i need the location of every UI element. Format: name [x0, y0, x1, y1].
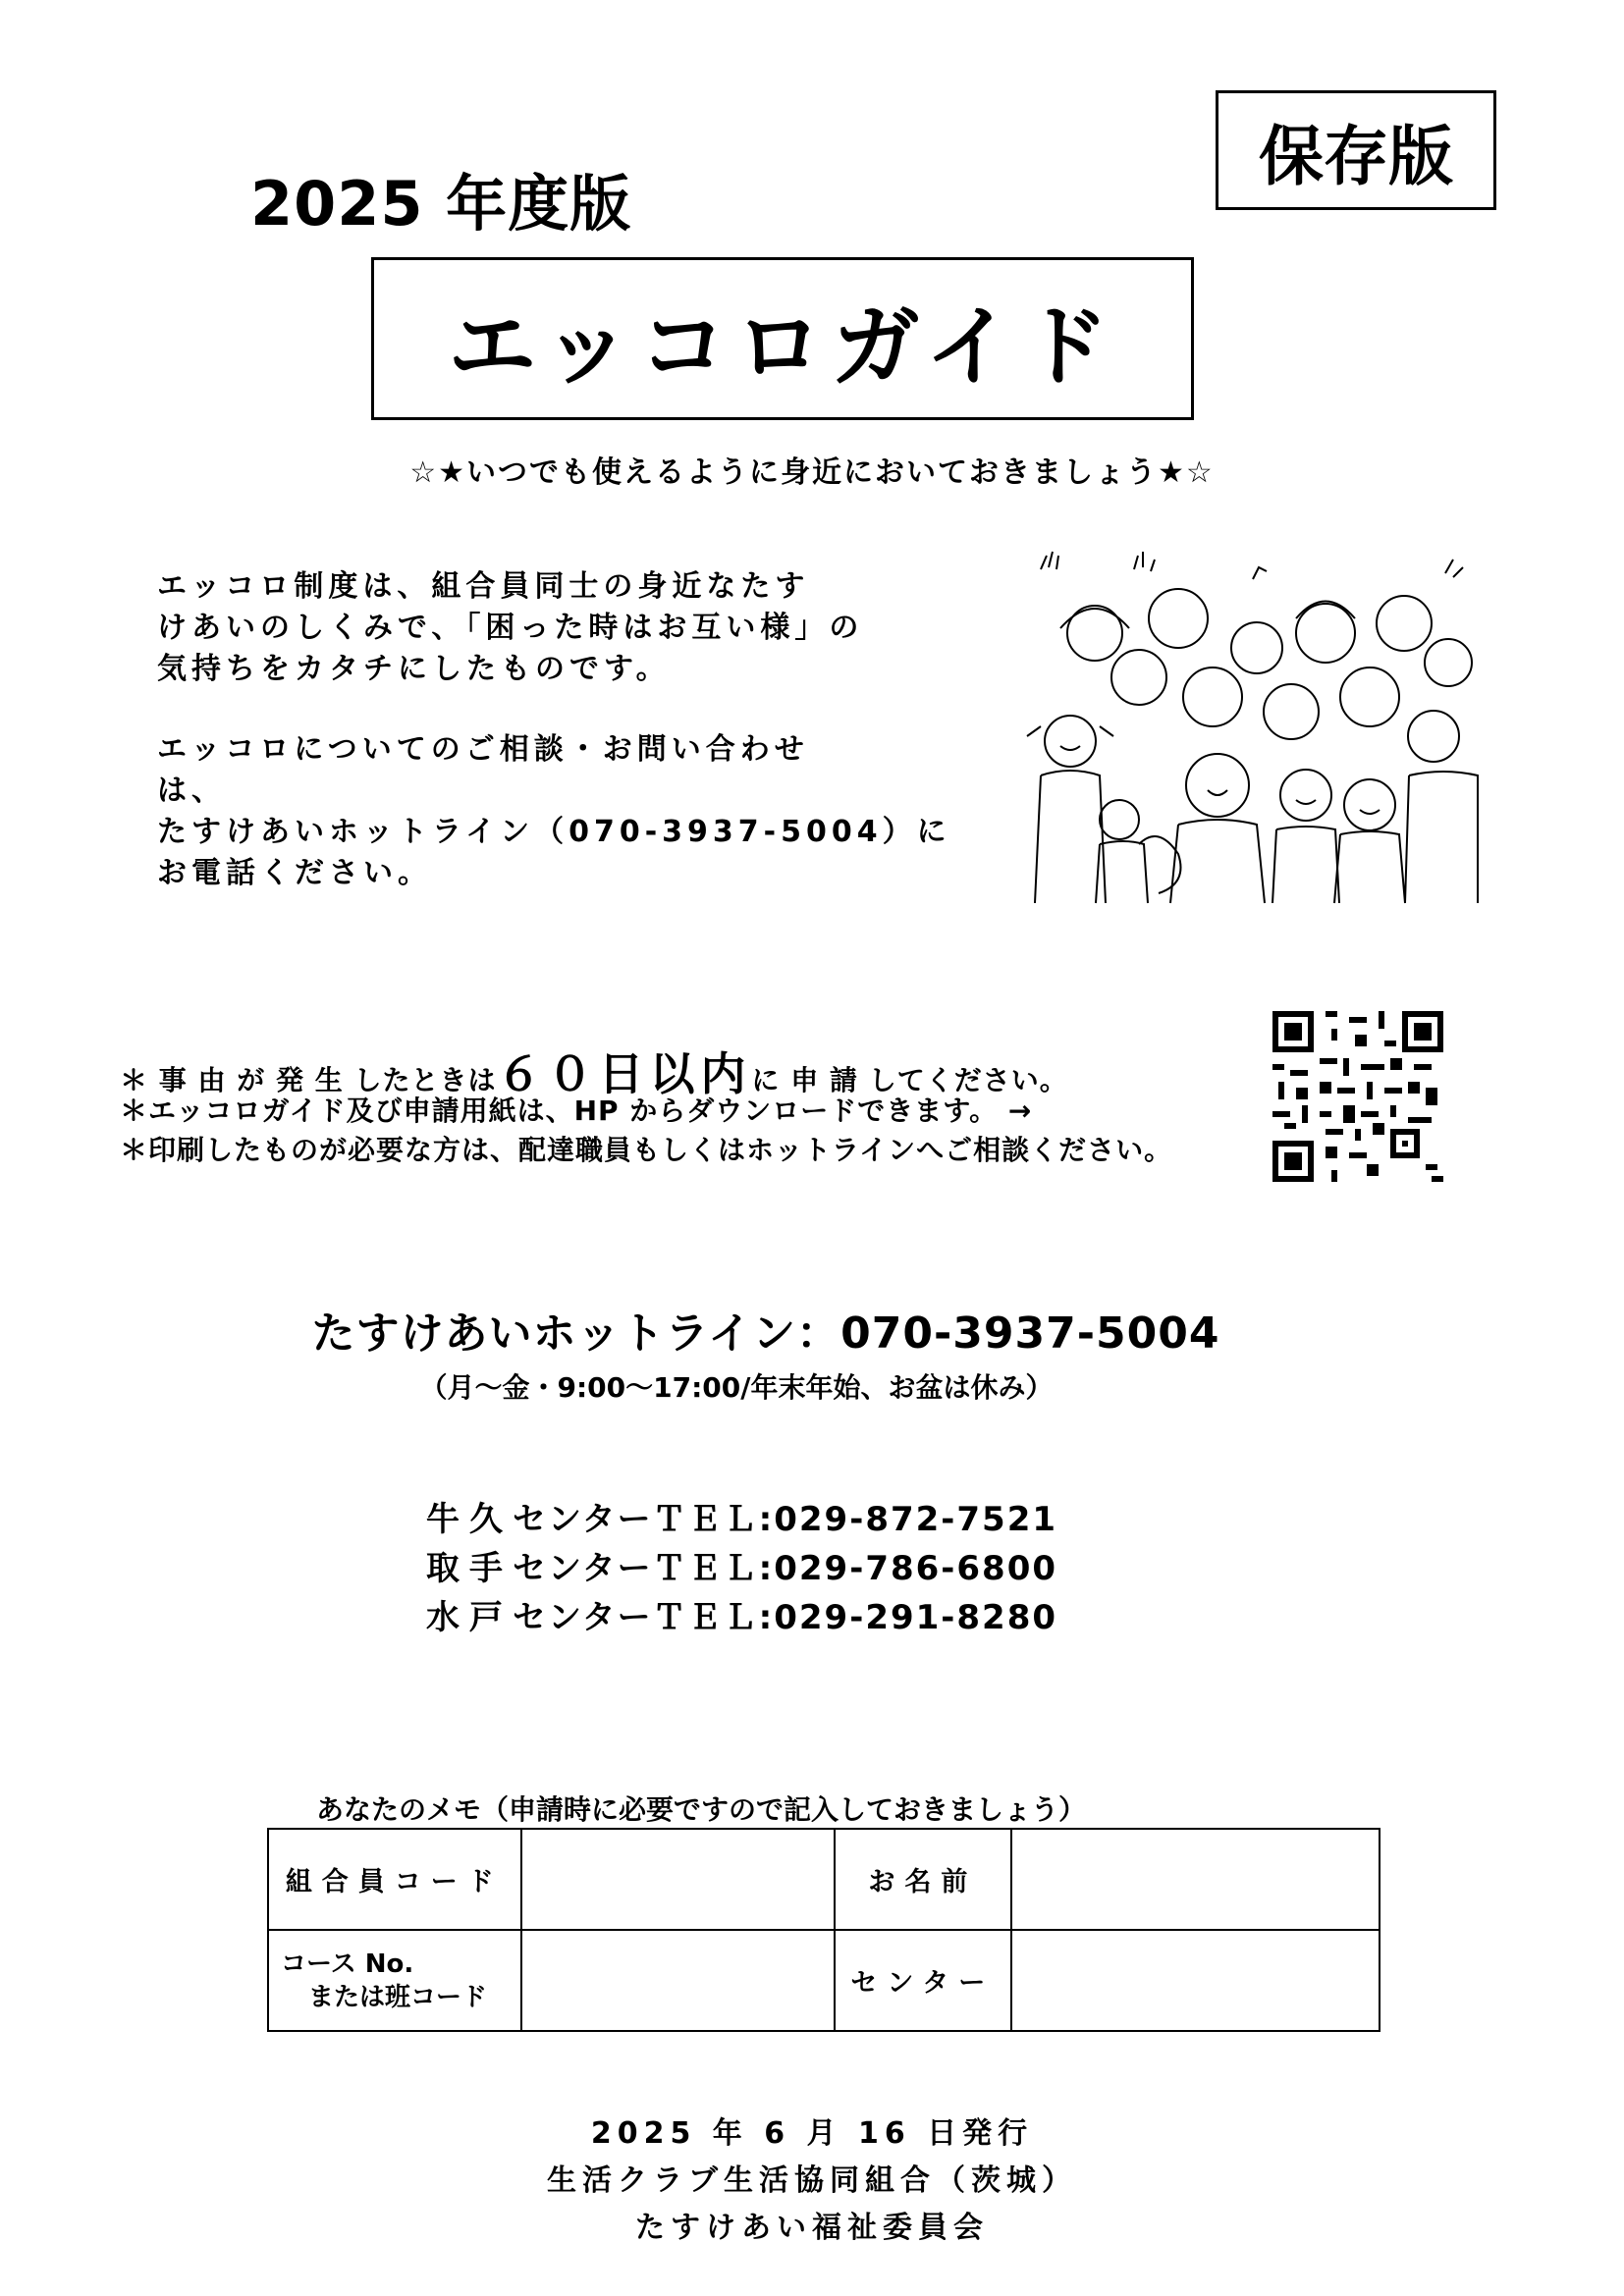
course-field[interactable] [521, 1930, 835, 2031]
center-tel-ushiku [426, 1492, 1057, 1540]
center-label: センター [835, 1930, 1011, 2031]
intro-line: たすけあいホットライン（070-3937-5004）に [157, 815, 951, 849]
memo-table [267, 1828, 1380, 2032]
center-field[interactable] [1011, 1930, 1380, 2031]
name-label: お名前 [835, 1829, 1011, 1930]
group-people-illustration [1021, 550, 1483, 913]
intro-line: けあいのしくみで、「困った時はお互い様」の [157, 611, 864, 645]
hotline-number: たすけあいホットライン：070-3937-5004 [311, 1308, 1220, 1359]
keep-copy-badge: 保存版 [1216, 90, 1496, 210]
deadline-emphasis: ６０日以内 [496, 1047, 752, 1100]
center-tel-mito [426, 1590, 1057, 1638]
year-edition-title: 2025 年度版 [250, 168, 632, 240]
course-label-line2: または班コード [308, 1982, 488, 2012]
intro-line: お電話ください。 [157, 856, 432, 890]
course-label [268, 1930, 521, 2031]
download-note: ＊エッコロガイド及び申請用紙は、HP からダウンロードできます。 → [120, 1095, 1033, 1127]
course-label-line1: コース No. [281, 1949, 414, 1979]
center-tel: センターＴＥＬ:029-872-7521 [513, 1500, 1058, 1539]
center-tel: センターＴＥＬ:029-786-6800 [513, 1549, 1058, 1588]
center-name: 水戸 [426, 1598, 513, 1637]
intro-line: エッコロについてのご相談・お問い合わせ [157, 732, 809, 767]
tagline: ☆★いつでも使えるように身近においておきましょう★☆ [409, 455, 1215, 490]
name-field[interactable] [1011, 1829, 1380, 1930]
deadline-note-prefix: ＊ 事 由 が 発 生 したときは [120, 1064, 497, 1096]
issue-date: 2025 年 6 月 16 日発行 [590, 2116, 1034, 2151]
member-code-label: 組合員コード [268, 1829, 521, 1930]
deadline-note-suffix: に 申 請 してください。 [751, 1064, 1068, 1096]
center-tel: センターＴＥＬ:029-291-8280 [513, 1598, 1058, 1637]
memo-title: あなたのメモ（申請時に必要ですので記入しておきましょう） [316, 1793, 1087, 1826]
center-tel-toride [426, 1541, 1057, 1589]
hotline-hours: （月～金・9:00～17:00/年末年始、お盆は休み） [419, 1371, 1054, 1404]
member-code-field[interactable] [521, 1829, 835, 1930]
page-title: エッコロガイド [371, 257, 1194, 420]
center-name: 牛久 [426, 1500, 513, 1539]
qr-code[interactable] [1272, 1011, 1443, 1182]
intro-line: 気持ちをカタチにしたものです。 [157, 652, 671, 686]
intro-line: エッコロ制度は、組合員同士の身近なたす [157, 569, 810, 604]
committee-name: たすけあい福祉委員会 [635, 2211, 989, 2245]
organization-name: 生活クラブ生活協同組合（茨城） [547, 2163, 1077, 2198]
print-note: ＊印刷したものが必要な方は、配達職員もしくはホットラインへご相談ください。 [120, 1134, 1173, 1166]
center-name: 取手 [426, 1549, 513, 1588]
intro-line: は、 [157, 774, 226, 808]
